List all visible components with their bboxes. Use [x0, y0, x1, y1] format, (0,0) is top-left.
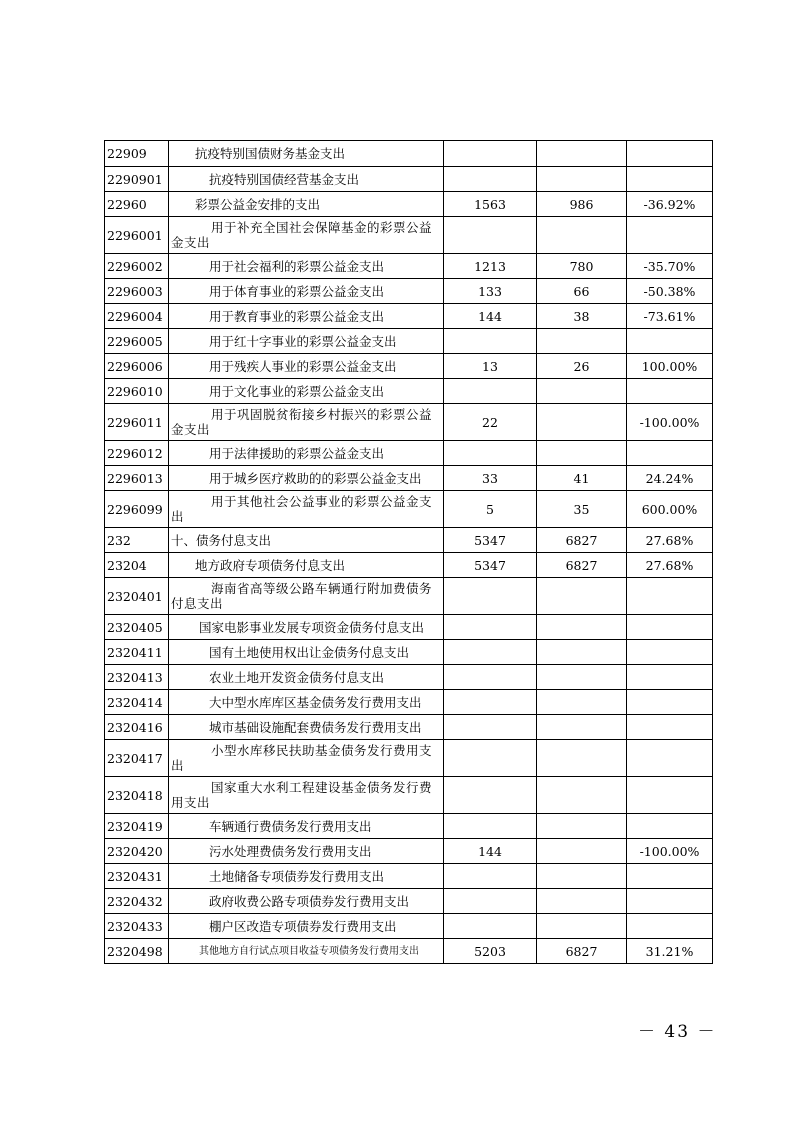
row-name-cell	[169, 740, 444, 777]
table-row	[105, 491, 713, 528]
row-name-cell	[169, 329, 444, 354]
row-name-cell	[169, 914, 444, 939]
row-code: 2296003	[105, 279, 169, 304]
row-name-cell	[169, 615, 444, 640]
row-change-percent: 31.21%	[627, 939, 713, 964]
table-row	[105, 814, 713, 839]
row-name-cell	[169, 466, 444, 491]
row-value-1	[444, 329, 537, 354]
row-change-percent	[627, 640, 713, 665]
row-name: 城市基础设施配套费债务发行费用支出	[209, 719, 422, 735]
row-name: 用于城乡医疗救助的的彩票公益金支出	[209, 470, 422, 486]
row-change-percent	[627, 740, 713, 777]
row-name: 用于补充全国社会保障基金的彩票公益金支出	[171, 220, 433, 250]
table-row	[105, 354, 713, 379]
row-name-cell	[169, 839, 444, 864]
table-row	[105, 578, 713, 615]
row-change-percent: 27.68%	[627, 528, 713, 553]
table-row	[105, 379, 713, 404]
row-code: 2320417	[105, 740, 169, 777]
row-name-cell	[169, 491, 444, 528]
row-change-percent	[627, 379, 713, 404]
row-value-1: 1213	[444, 254, 537, 279]
row-value-2	[537, 141, 627, 167]
row-value-2	[537, 740, 627, 777]
row-name-cell	[169, 578, 444, 615]
row-change-percent	[627, 715, 713, 740]
row-name: 十、债务付息支出	[171, 532, 272, 548]
row-name-cell	[169, 354, 444, 379]
row-value-1	[444, 615, 537, 640]
row-change-percent	[627, 217, 713, 254]
row-value-1: 5347	[444, 528, 537, 553]
row-value-2: 66	[537, 279, 627, 304]
table-row	[105, 690, 713, 715]
row-change-percent: 100.00%	[627, 354, 713, 379]
row-change-percent	[627, 864, 713, 889]
row-value-1	[444, 441, 537, 466]
row-code: 2320420	[105, 839, 169, 864]
row-value-2	[537, 914, 627, 939]
row-name-cell	[169, 441, 444, 466]
row-change-percent	[627, 690, 713, 715]
row-change-percent: -100.00%	[627, 404, 713, 441]
row-name: 土地储备专项债券发行费用支出	[209, 868, 385, 884]
row-code: 22960	[105, 192, 169, 217]
row-value-2	[537, 615, 627, 640]
row-code: 2296013	[105, 466, 169, 491]
table-row	[105, 553, 713, 578]
row-change-percent	[627, 889, 713, 914]
row-value-1: 5	[444, 491, 537, 528]
row-value-1	[444, 864, 537, 889]
row-value-2: 41	[537, 466, 627, 491]
row-name: 抗疫特别国债经营基金支出	[209, 171, 360, 187]
row-value-2: 38	[537, 304, 627, 329]
row-code: 2320419	[105, 814, 169, 839]
row-name-cell	[169, 939, 444, 964]
table-row	[105, 715, 713, 740]
row-change-percent: -50.38%	[627, 279, 713, 304]
row-name: 用于教育事业的彩票公益金支出	[209, 308, 385, 324]
row-change-percent: -36.92%	[627, 192, 713, 217]
budget-table	[104, 140, 713, 964]
row-code: 2320405	[105, 615, 169, 640]
row-change-percent	[627, 441, 713, 466]
table-row	[105, 665, 713, 690]
row-name-cell	[169, 217, 444, 254]
row-name: 彩票公益金安排的支出	[195, 196, 321, 212]
row-name-cell	[169, 528, 444, 553]
row-change-percent: -100.00%	[627, 839, 713, 864]
row-value-1: 5347	[444, 553, 537, 578]
table-row	[105, 740, 713, 777]
row-code: 2320401	[105, 578, 169, 615]
table-row	[105, 939, 713, 964]
row-name-cell	[169, 640, 444, 665]
row-name: 国家重大水利工程建设基金债务发行费用支出	[171, 780, 433, 810]
row-value-2: 35	[537, 491, 627, 528]
row-value-1	[444, 578, 537, 615]
row-code: 2296004	[105, 304, 169, 329]
table-row	[105, 254, 713, 279]
table-row	[105, 864, 713, 889]
row-name-cell	[169, 304, 444, 329]
table-row	[105, 839, 713, 864]
row-code: 2296006	[105, 354, 169, 379]
row-value-2: 6827	[537, 528, 627, 553]
row-code: 2296011	[105, 404, 169, 441]
row-value-1	[444, 814, 537, 839]
row-value-1	[444, 665, 537, 690]
row-value-2	[537, 715, 627, 740]
table-row	[105, 889, 713, 914]
row-change-percent	[627, 814, 713, 839]
row-value-2	[537, 777, 627, 814]
row-change-percent	[627, 914, 713, 939]
row-value-2: 6827	[537, 553, 627, 578]
row-code: 2296002	[105, 254, 169, 279]
row-code: 2320432	[105, 889, 169, 914]
row-value-2	[537, 814, 627, 839]
row-change-percent: 24.24%	[627, 466, 713, 491]
row-value-1	[444, 379, 537, 404]
row-name: 用于法律援助的彩票公益金支出	[209, 445, 385, 461]
row-name: 大中型水库库区基金债务发行费用支出	[209, 694, 422, 710]
row-code: 2290901	[105, 167, 169, 192]
row-value-2: 6827	[537, 939, 627, 964]
row-name: 用于残疾人事业的彩票公益金支出	[209, 358, 397, 374]
table-body	[105, 141, 713, 964]
row-name: 抗疫特别国债财务基金支出	[195, 146, 346, 161]
row-code: 232	[105, 528, 169, 553]
page-number: － 43 －	[638, 1022, 717, 1042]
row-value-2	[537, 864, 627, 889]
row-value-1: 1563	[444, 192, 537, 217]
table-row	[105, 279, 713, 304]
row-value-1: 13	[444, 354, 537, 379]
row-value-2	[537, 640, 627, 665]
row-code: 2320414	[105, 690, 169, 715]
table-row	[105, 441, 713, 466]
row-change-percent: 27.68%	[627, 553, 713, 578]
row-value-2: 986	[537, 192, 627, 217]
row-value-2	[537, 690, 627, 715]
row-value-2	[537, 379, 627, 404]
row-value-1: 5203	[444, 939, 537, 964]
row-change-percent: 600.00%	[627, 491, 713, 528]
row-value-2	[537, 839, 627, 864]
row-value-1	[444, 141, 537, 167]
table-row	[105, 304, 713, 329]
row-name: 用于巩固脱贫衔接乡村振兴的彩票公益金支出	[171, 407, 433, 437]
row-code: 2320433	[105, 914, 169, 939]
row-name: 棚户区改造专项债券发行费用支出	[209, 918, 397, 934]
row-value-1	[444, 740, 537, 777]
row-name-cell	[169, 814, 444, 839]
row-value-2	[537, 441, 627, 466]
row-change-percent	[627, 665, 713, 690]
row-value-1: 22	[444, 404, 537, 441]
table-row	[105, 615, 713, 640]
row-value-1: 144	[444, 839, 537, 864]
row-value-1: 33	[444, 466, 537, 491]
row-value-1: 144	[444, 304, 537, 329]
row-name-cell	[169, 141, 444, 167]
row-name-cell	[169, 192, 444, 217]
row-code: 2320416	[105, 715, 169, 740]
row-change-percent	[627, 329, 713, 354]
row-value-1	[444, 715, 537, 740]
row-code: 2320413	[105, 665, 169, 690]
row-value-2	[537, 217, 627, 254]
row-value-2: 780	[537, 254, 627, 279]
row-value-1	[444, 217, 537, 254]
row-value-2	[537, 329, 627, 354]
row-name: 国有土地使用权出让金债务付息支出	[209, 644, 410, 660]
row-name-cell	[169, 254, 444, 279]
row-name: 用于社会福利的彩票公益金支出	[209, 258, 385, 274]
row-name-cell	[169, 864, 444, 889]
table-row	[105, 217, 713, 254]
row-value-2	[537, 404, 627, 441]
table-row	[105, 777, 713, 814]
row-name: 国家电影事业发展专项资金债务付息支出	[199, 619, 425, 635]
row-code: 2296001	[105, 217, 169, 254]
row-name: 政府收费公路专项债券发行费用支出	[209, 893, 410, 909]
row-name: 地方政府专项债务付息支出	[195, 557, 346, 573]
row-value-2	[537, 167, 627, 192]
row-name-cell	[169, 279, 444, 304]
table-row	[105, 404, 713, 441]
row-code: 2320411	[105, 640, 169, 665]
row-name: 用于文化事业的彩票公益金支出	[209, 383, 385, 399]
row-code: 2320498	[105, 939, 169, 964]
row-name: 农业土地开发资金债务付息支出	[209, 669, 385, 685]
row-name: 污水处理费债务发行费用支出	[209, 843, 372, 859]
row-name: 小型水库移民扶助基金债务发行费用支出	[171, 743, 433, 773]
row-change-percent	[627, 167, 713, 192]
table-row	[105, 640, 713, 665]
row-name: 用于体育事业的彩票公益金支出	[209, 283, 385, 299]
row-name: 海南省高等级公路车辆通行附加费债务付息支出	[171, 581, 433, 611]
row-value-1	[444, 690, 537, 715]
row-value-1	[444, 914, 537, 939]
row-name-cell	[169, 715, 444, 740]
row-code: 2296010	[105, 379, 169, 404]
row-code: 2296099	[105, 491, 169, 528]
row-name-cell	[169, 404, 444, 441]
row-change-percent: -35.70%	[627, 254, 713, 279]
row-name: 其他地方自行试点项目收益专项债务发行费用支出	[199, 945, 419, 957]
row-name-cell	[169, 553, 444, 578]
table-row	[105, 466, 713, 491]
row-code: 22909	[105, 141, 169, 167]
row-code: 23204	[105, 553, 169, 578]
row-change-percent	[627, 141, 713, 167]
row-value-1	[444, 777, 537, 814]
table-row	[105, 141, 713, 167]
row-name-cell	[169, 889, 444, 914]
row-value-2	[537, 578, 627, 615]
table-row	[105, 914, 713, 939]
row-change-percent	[627, 615, 713, 640]
row-change-percent	[627, 578, 713, 615]
row-name-cell	[169, 777, 444, 814]
row-change-percent	[627, 777, 713, 814]
table-row	[105, 192, 713, 217]
row-value-1	[444, 167, 537, 192]
table-row	[105, 528, 713, 553]
table-row	[105, 329, 713, 354]
row-value-1	[444, 889, 537, 914]
row-value-1	[444, 640, 537, 665]
row-value-2	[537, 889, 627, 914]
row-name-cell	[169, 665, 444, 690]
row-value-2	[537, 665, 627, 690]
row-value-1: 133	[444, 279, 537, 304]
row-code: 2320418	[105, 777, 169, 814]
row-code: 2320431	[105, 864, 169, 889]
row-code: 2296005	[105, 329, 169, 354]
row-name-cell	[169, 167, 444, 192]
row-name-cell	[169, 690, 444, 715]
row-name: 用于红十字事业的彩票公益金支出	[209, 333, 397, 349]
row-value-2: 26	[537, 354, 627, 379]
row-name: 用于其他社会公益事业的彩票公益金支出	[171, 494, 433, 524]
row-name-cell	[169, 379, 444, 404]
row-code: 2296012	[105, 441, 169, 466]
row-name: 车辆通行费债务发行费用支出	[209, 818, 372, 834]
table-row	[105, 167, 713, 192]
row-change-percent: -73.61%	[627, 304, 713, 329]
